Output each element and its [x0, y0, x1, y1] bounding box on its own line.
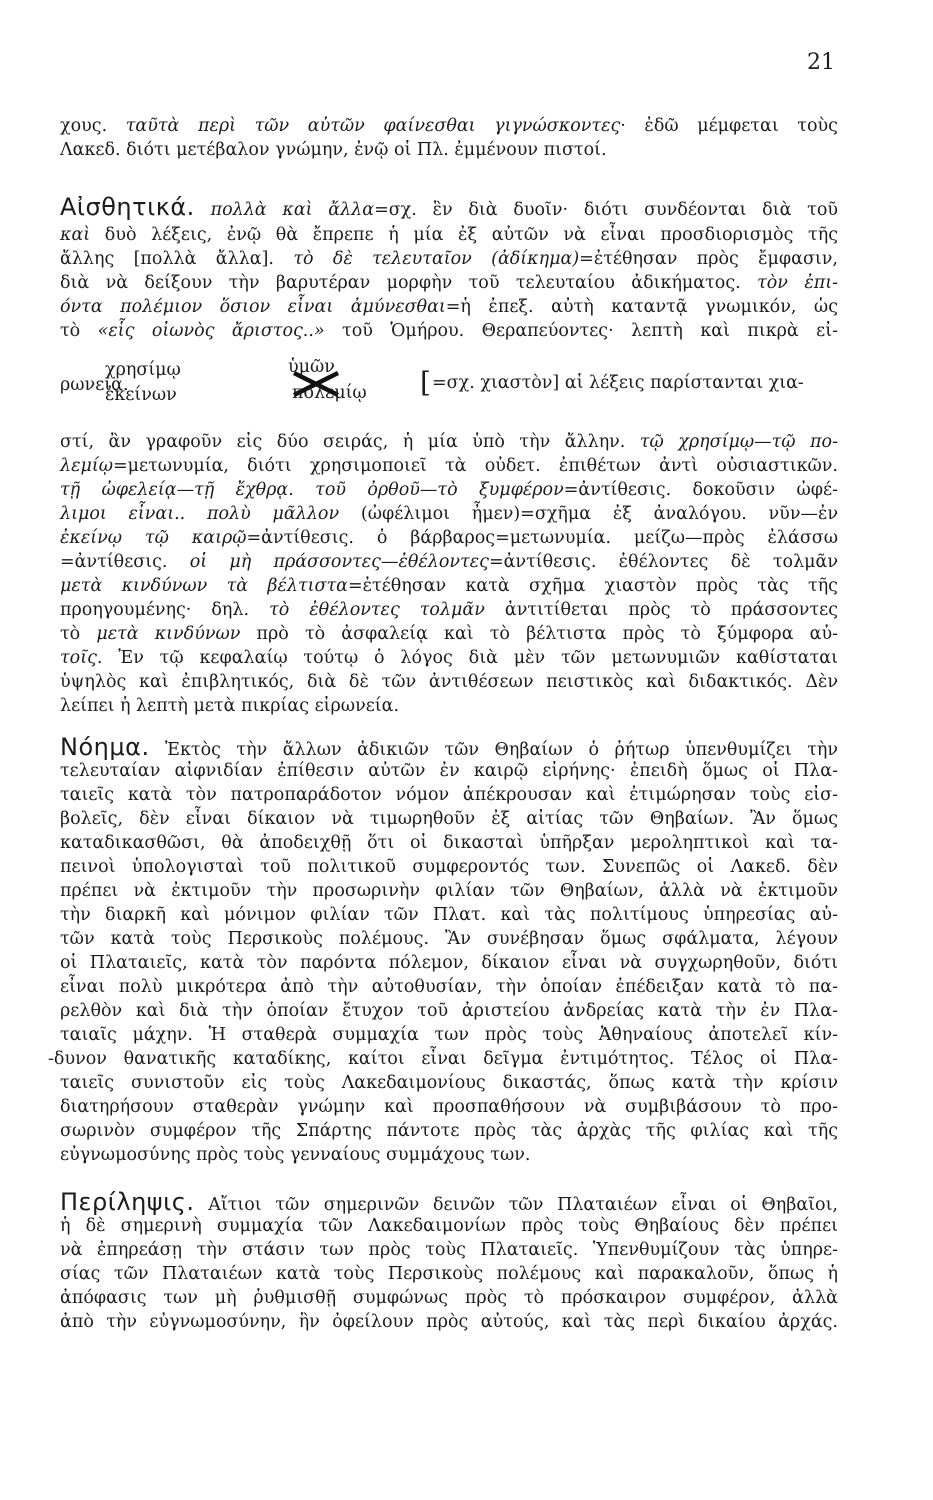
figure-bracket: [: [420, 366, 431, 399]
text-line: τῇ ὠφελείᾳ—τῇ ἔχθρᾳ. τοῦ ὀρθοῦ—τὸ ξυμφέρον=ἀντίθεσις. δοκοῦσιν ὠφέ-: [60, 480, 838, 500]
text-line: ταιεῖς συνιστοῦν εἰς τοὺς Λακεδαιμονίους δικαστάς, ὅπως κατὰ τὴν κρίσιν: [60, 1073, 838, 1093]
figure-left-top: χρησίμῳ: [105, 360, 181, 380]
text-line: τοῖς. Ἐν τῷ κεφαλαίῳ τούτῳ ὁ λόγος διὰ μὲν τῶν μετωνυμιῶν καθίσταται: [60, 648, 838, 668]
section-heading-noima: Νόημα.: [60, 733, 150, 761]
figure-left-bottom: ἐκείνων: [105, 385, 177, 405]
text-line: καταδικασθῶσι, θὰ ἀποδειχθῇ ὅτι οἱ δικασταὶ ὑπῆρξαν μεροληπτικοὶ καὶ τα-: [60, 833, 838, 853]
text-line: όντα πολέμιον ὅσιον εἶναι ἀμύνεσθαι=ἡ ἐπεξ. αὐτὴ καταντᾷ γνωμικόν, ὡς: [60, 297, 838, 317]
figure-right-top: ὑμῶν: [288, 357, 335, 377]
text-line: οἱ Πλαταιεῖς, κατὰ τὸν παρόντα πόλεμον, δίκαιον εἶναι νὰ συγχωρηθοῦν, διότι: [60, 953, 838, 973]
text-line: Αἰσθητικά. πολλὰ καὶ ἄλλα=σχ. ἓν διὰ δυοῖν· διότι συνδέονται διὰ τοῦ: [60, 193, 838, 221]
text-line: ὑψηλὸς καὶ ἐπιβλητικός, διὰ δὲ τῶν ἀντιθέσεων πειστικὸς καὶ διδακτικός. Δὲν: [60, 672, 838, 692]
text-line: τὴν διαρκῆ καὶ μόνιμον φιλίαν τῶν Πλατ. καὶ τὰς πολιτίμους ὑπηρεσίας αὐ-: [60, 905, 838, 925]
figure-note: =σχ. χιαστὸν] αἱ λέξεις παρίστανται χια-: [432, 373, 804, 393]
text-line: τελευταίαν αἰφνιδίαν ἐπίθεσιν αὐτῶν ἐν καιρῷ εἰρήνης· ἐπειδὴ ὅμως οἱ Πλα-: [60, 761, 838, 781]
text-line: ἐκείνῳ τῷ καιρῷ=ἀντίθεσις. ὁ βάρβαρος=μετωνυμία. μείζω—πρὸς ἐλάσσω: [60, 528, 838, 548]
text-line: λείπει ἡ λεπτὴ μετὰ πικρίας εἰρωνεία.: [60, 696, 400, 716]
text-line: =ἀντίθεσις. οἱ μὴ πράσσοντες—ἐθέλοντες=ἀντίθεσις. ἐθέλοντες δὲ τολμᾶν: [60, 552, 839, 572]
text-line: Λακεδ. διότι μετέβαλον γνώμην, ἐνῷ οἱ Πλ. ἐμμένουν πιστοί.: [60, 140, 607, 160]
text-line: διατηρήσουν σταθερὰν γνώμην καὶ προσπαθήσουν νὰ συμβιβάσουν τὸ προ-: [60, 1097, 838, 1117]
text-line: προηγουμένης· δηλ. τὸ ἐθέλοντες τολμᾶν ἀντιτίθεται πρὸς τὸ πράσσοντες: [60, 600, 838, 620]
section-heading-perilipsis: Περίληψις.: [60, 1188, 195, 1216]
figure-right-bottom: πολεμίῳ: [292, 383, 367, 403]
text-line: καὶ δυὸ λέξεις, ἐνῷ θὰ ἔπρεπε ἡ μία ἐξ αὐτῶν νὰ εἶναι προσδιορισμὸς τῆς: [60, 225, 838, 245]
text-line: λεμίῳ=μετωνυμία, διότι χρησιμοποιεῖ τὰ οὐδετ. ἐπιθέτων ἀντὶ οὐσιαστικῶν.: [60, 456, 838, 476]
text-line: χους. ταῦτὰ περὶ τῶν αὐτῶν φαίνεσθαι γιγνώσκοντες· ἐδῶ μέμφεται τοὺς: [60, 116, 838, 136]
text-line: βολεῖς, δὲν εἶναι δίκαιον νὰ τιμωρηθοῦν ἐξ αἰτίας τῶν Θηβαίων. Ἂν ὅμως: [60, 809, 838, 829]
text-line: Περίληψις. Αἴτιοι τῶν σημερινῶν δεινῶν τῶν Πλαταιέων εἶναι οἱ Θηβαῖοι,: [60, 1188, 838, 1216]
text-line: εἶναι πολὺ μικρότερα ἀπὸ τὴν αὐτοθυσίαν, τὴν ὁποίαν ἐπέδειξαν κατὰ τὸ πα-: [60, 977, 838, 997]
text-line: μετὰ κινδύνων τὰ βέλτιστα=ἐτέθησαν κατὰ σχῆμα χιαστὸν πρὸς τὰς τῆς: [60, 576, 838, 596]
text-line: ταιαῖς μάχην. Ἡ σταθερὰ συμμαχία των πρὸς τοὺς Ἀθηναίους ἀποτελεῖ κίν-: [60, 1025, 838, 1045]
figure-prefix: ρωνεία.: [60, 375, 129, 395]
text-line: πρέπει νὰ ἐκτιμοῦν τὴν προσωρινὴν φιλίαν τῶν Θηβαίων, ἀλλὰ νὰ ἐκτιμοῦν: [60, 881, 838, 901]
text-line: διὰ νὰ δείξουν τὴν βαρυτέραν μορφὴν τοῦ τελευταίου ἀδικήματος. τὸν ἐπι-: [60, 273, 838, 293]
chiasmus-figure: [60, 355, 860, 425]
text-line: Νόημα. Ἐκτὸς τὴν ἄλλων ἀδικιῶν τῶν Θηβαίων ὁ ῥήτωρ ὑπενθυμίζει τὴν: [60, 733, 838, 761]
text-line: στί, ἂν γραφοῦν εἰς δύο σειράς, ἡ μία ὑπὸ τὴν ἄλλην. τῷ χρησίμῳ—τῷ πο-: [60, 432, 838, 452]
text-line: ἀπόφασις των μὴ ῥυθμισθῇ συμφώνως πρὸς τὸ πρόσκαιρον συμφέρον, ἀλλὰ: [60, 1288, 838, 1308]
section-heading-aisthitika: Αἰσθητικά.: [60, 193, 195, 221]
text-line: τὸ «εἷς οἰωνὸς ἄριστος..» τοῦ Ὁμήρου. Θεραπεύοντες· λεπτὴ καὶ πικρὰ εἰ-: [60, 321, 839, 341]
page-number: 21: [807, 50, 835, 75]
text-line: ρελθὸν καὶ διὰ τὴν ὁποίαν ἔτυχον τοῦ ἀριστείου ἀνδρείας κατὰ τὴν ἐν Πλα-: [60, 1001, 838, 1021]
text-line: σωρινὸν συμφέρον τῆς Σπάρτης πάντοτε πρὸς τὰς ἀρχὰς τῆς φιλίας καὶ τῆς: [60, 1121, 838, 1141]
text-line: πεινοὶ ὑπολογισταὶ τοῦ πολιτικοῦ συμφεροντός των. Συνεπῶς οἱ Λακεδ. δὲν: [60, 857, 838, 877]
text-line: τῶν κατὰ τοὺς Περσικοὺς πολέμους. Ἂν συνέβησαν ὅμως σφάλματα, λέγουν: [60, 929, 838, 949]
text-line: ἀπὸ τὴν εὐγνωμοσύνην, ἣν ὀφείλουν πρὸς αὐτούς, καὶ τὰς περὶ δικαίου ἀρχάς.: [60, 1312, 838, 1332]
text-line: εὐγνωμοσύνης πρὸς τοὺς γενναίους συμμάχους των.: [60, 1145, 531, 1165]
text-line: ἄλλης [πολλὰ ἄλλα]. τὸ δὲ τελευταῖον (ἀδίκημα)=ἐτέθησαν πρὸς ἔμφασιν,: [60, 249, 838, 269]
text-line: τὸ μετὰ κινδύνων πρὸ τὸ ἀσφαλείᾳ καὶ τὸ βέλτιστα πρὸς τὸ ξύμφορα αὐ-: [60, 624, 839, 644]
text-line: -δυνον θανατικῆς καταδίκης, καίτοι εἶναι δεῖγμα ἐντιμότητος. Τέλος οἱ Πλα-: [48, 1049, 838, 1069]
text-line: νὰ ἐπηρεάσῃ τὴν στάσιν των πρὸς τοὺς Πλαταιεῖς. Ὑπενθυμίζουν τὰς ὑπηρε-: [60, 1240, 838, 1260]
text-line: σίας τῶν Πλαταιέων κατὰ τοὺς Περσικοὺς πολέμους καὶ παρακαλοῦν, ὅπως ἡ: [60, 1264, 838, 1284]
text-line: λιμοι εἶναι.. πολὺ μᾶλλον (ὠφέλιμοι ἦμεν)=σχῆμα ἐξ ἀναλόγου. νῦν—ἐν: [60, 504, 838, 524]
text-line: ἡ δὲ σημερινὴ συμμαχία τῶν Λακεδαιμονίων πρὸς τοὺς Θηβαίους δὲν πρέπει: [60, 1216, 838, 1236]
text-line: ταιεῖς κατὰ τὸν πατροπαράδοτον νόμον ἀπέκρουσαν καὶ ἐτιμώρησαν τοὺς εἰσ-: [60, 785, 838, 805]
